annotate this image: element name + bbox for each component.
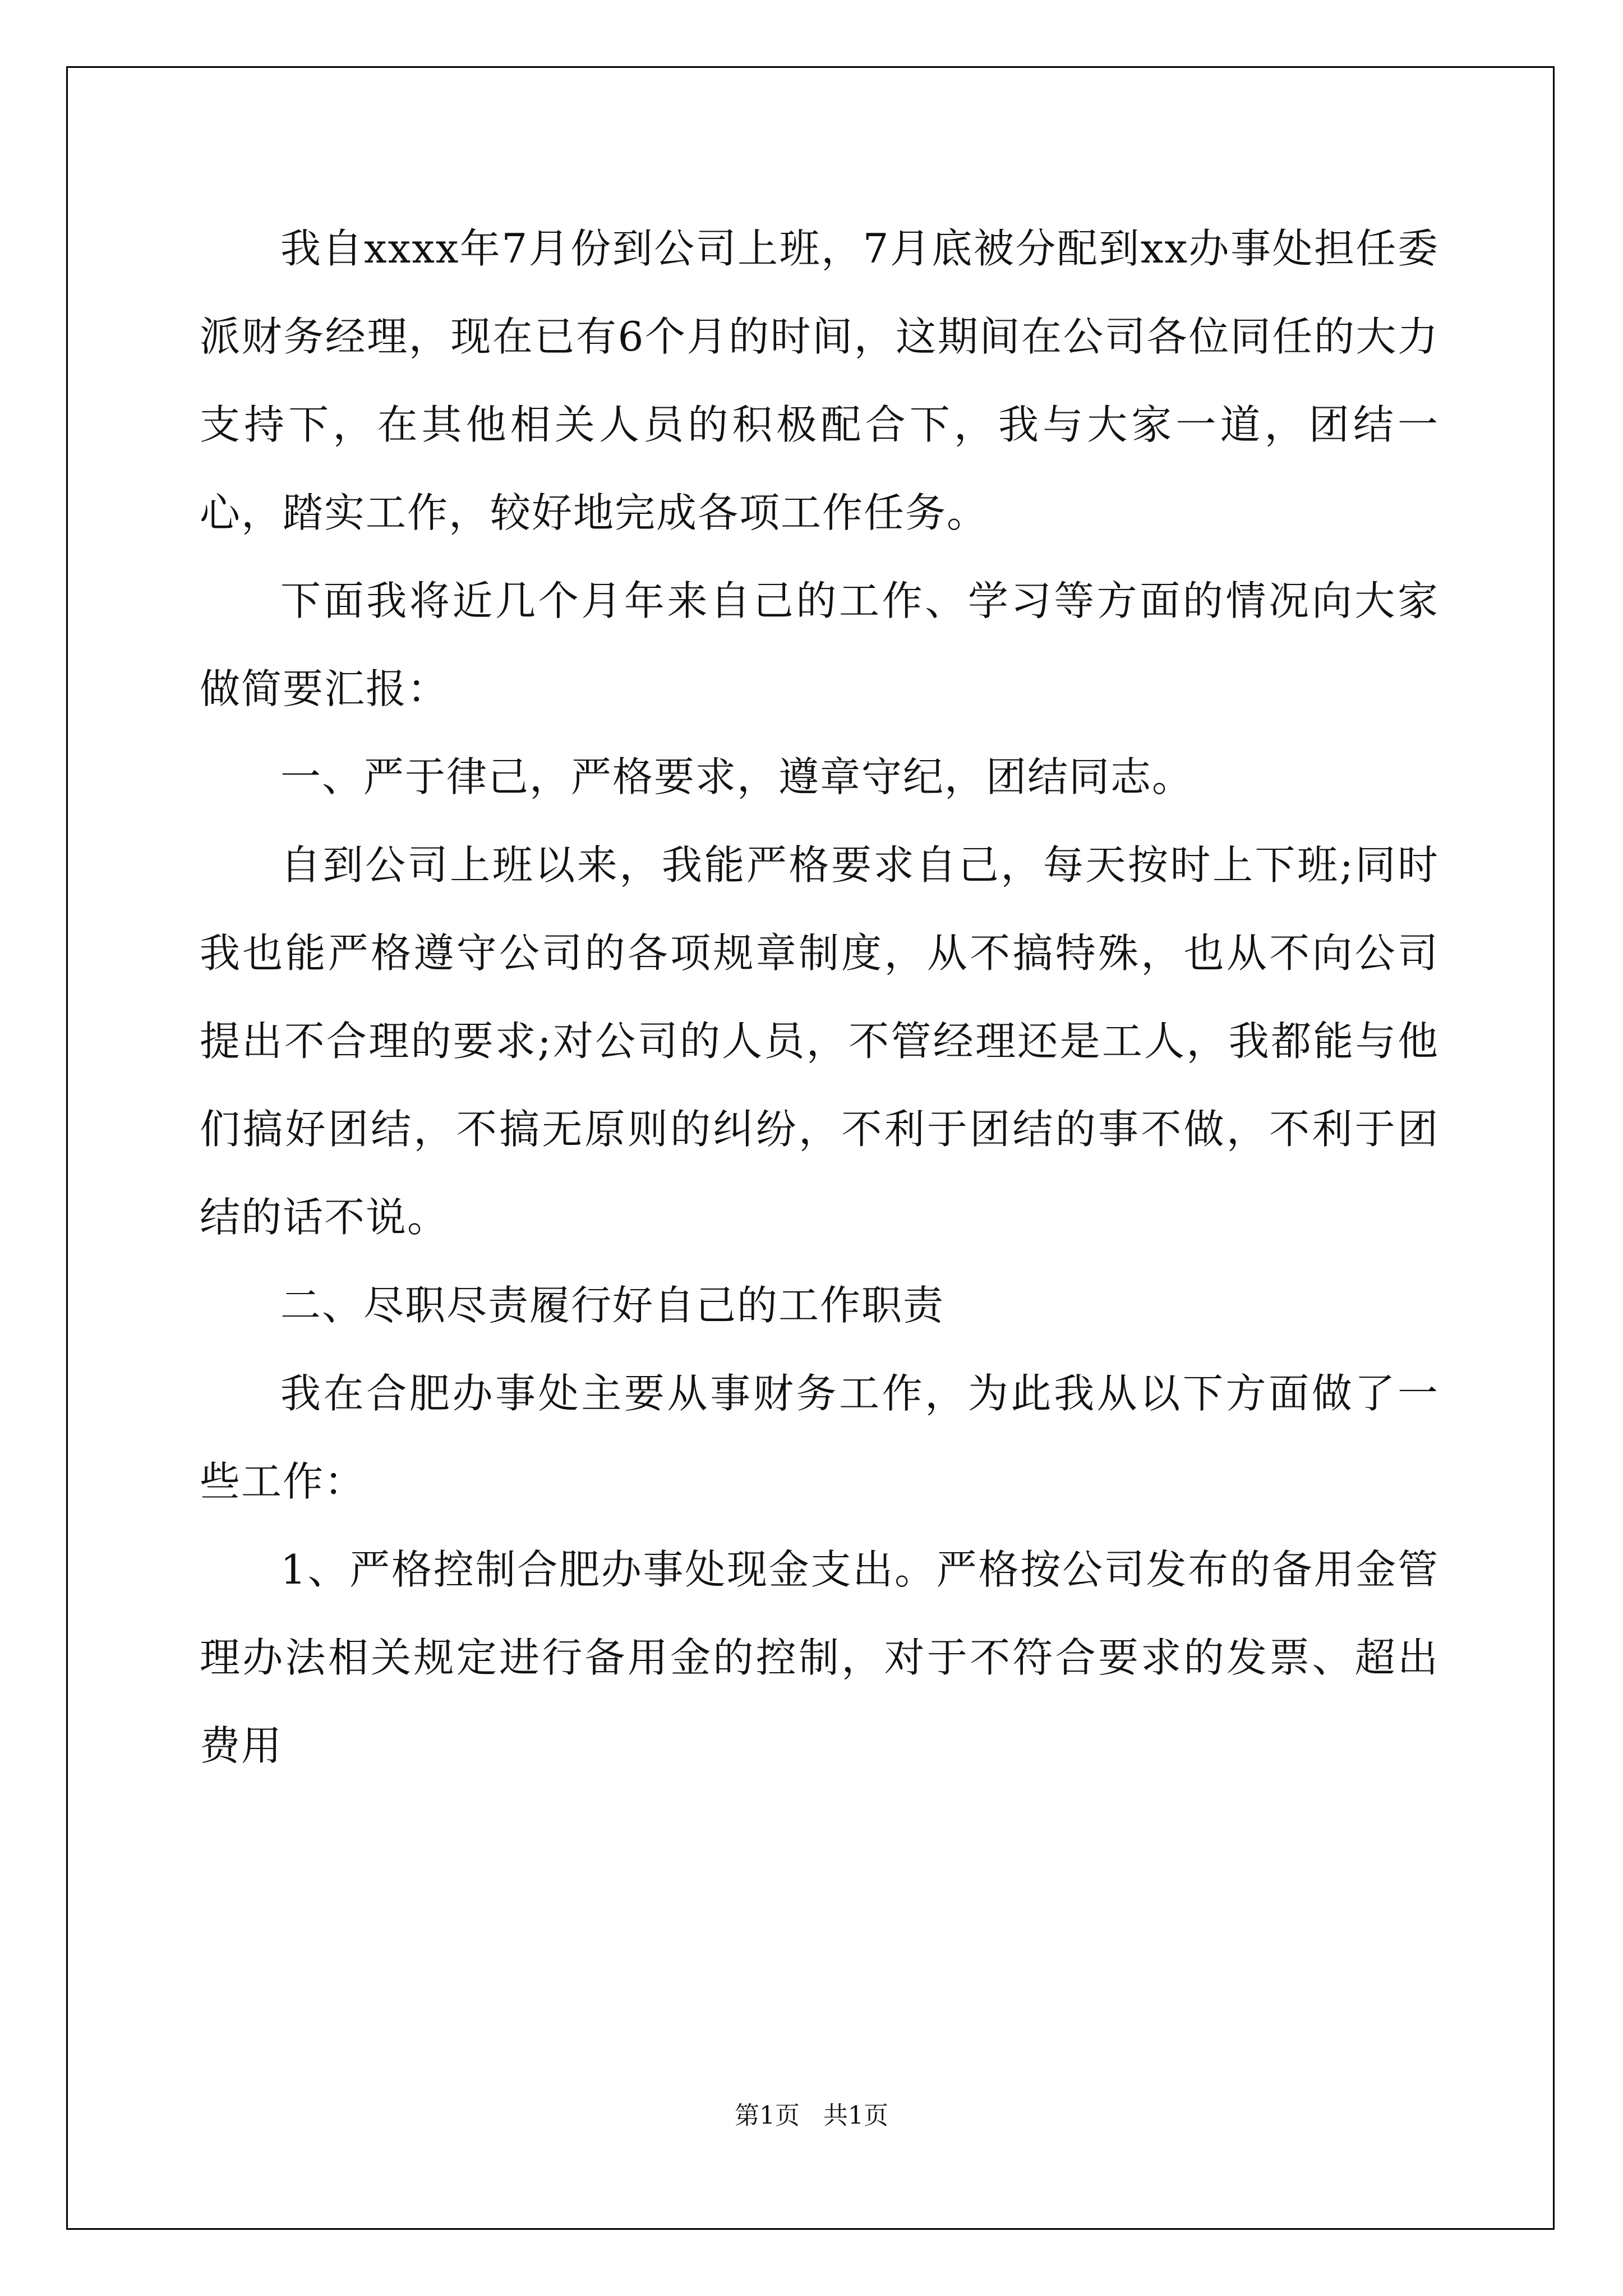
paragraph-discipline: 自到公司上班以来，我能严格要求自己，每天按时上下班;同时我也能严格遵守公司的各项规章制度，从不搞特殊，也从不向公司提出不合理的要求;对公司的人员，不管经理还是工人，我都能与他们搞好团结，不搞无原则的纠纷，不利于团结的事不做，不利于团结的话不说。 (200, 841, 1439, 1241)
paragraph-intro: 我自xxxx年7月份到公司上班，7月底被分配到xx办事处担任委派财务经理，现在已有6个月的时间，这期间在公司各位同任的大力支持下，在其他相关人员的积极配合下，我与大家一道，团结一心，踏实工作，较好地完成各项工作任务。 (200, 225, 1439, 536)
section-heading-one: 一、严于律己，严格要求，遵章守纪，团结同志。 (280, 753, 1194, 800)
section-heading-two: 二、尽职尽责履行好自己的工作职责 (280, 1282, 945, 1329)
paragraph-duties: 我在合肥办事处主要从事财务工作，为此我从以下方面做了一些工作： (200, 1370, 1439, 1505)
paragraph-cash-control: 1、严格控制合肥办事处现金支出。严格按公司发布的备用金管理办法相关规定进行备用金的控制，对于不符合要求的发票、超出费用 (200, 1546, 1439, 1769)
page-footer: 第1页 共1页 (735, 2101, 888, 2130)
document-body (200, 205, 1439, 1790)
paragraph-report-lead: 下面我将近几个月年来自己的工作、学习等方面的情况向大家做简要汇报： (200, 577, 1439, 712)
